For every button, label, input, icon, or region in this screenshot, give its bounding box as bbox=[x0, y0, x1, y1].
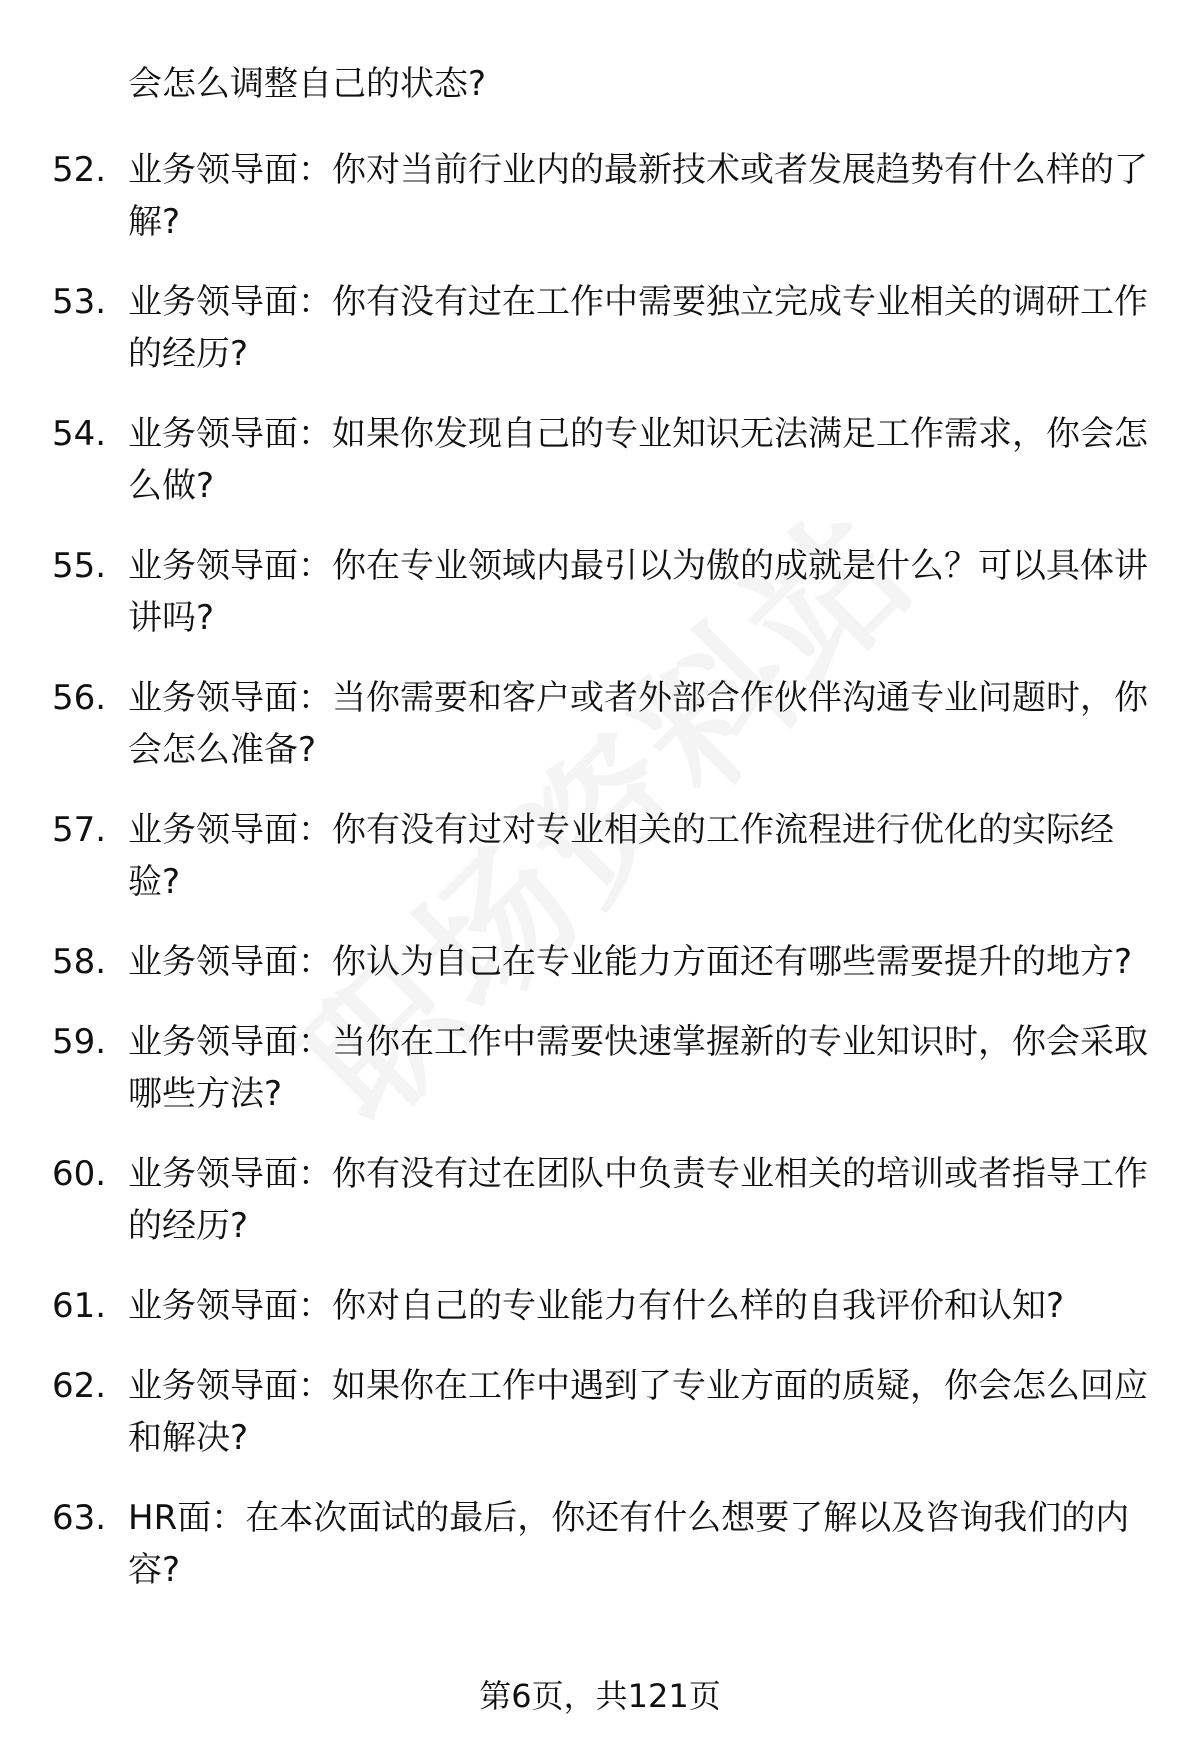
question-number: 59. bbox=[52, 1022, 107, 1062]
question-item bbox=[52, 1148, 1152, 1252]
question-text: 业务领导面：你认为自己在专业能力方面还有哪些需要提升的地方? bbox=[128, 942, 1133, 982]
question-number: 55. bbox=[52, 546, 107, 586]
question-text: 业务领导面：你对自己的专业能力有什么样的自我评价和认知? bbox=[128, 1286, 1065, 1326]
question-list bbox=[52, 144, 1152, 1624]
question-number: 52. bbox=[52, 150, 107, 190]
question-number: 57. bbox=[52, 810, 107, 850]
question-text: 业务领导面：你有没有过对专业相关的工作流程进行优化的实际经验? bbox=[128, 810, 1114, 902]
question-number: 54. bbox=[52, 414, 107, 454]
question-item bbox=[52, 540, 1152, 644]
question-number: 56. bbox=[52, 678, 107, 718]
question-number: 63. bbox=[52, 1498, 107, 1538]
question-text: 业务领导面：当你在工作中需要快速掌握新的专业知识时，你会采取哪些方法? bbox=[128, 1022, 1148, 1114]
question-text: HR面：在本次面试的最后，你还有什么想要了解以及咨询我们的内容? bbox=[128, 1498, 1130, 1590]
question-item bbox=[52, 276, 1152, 380]
question-text: 业务领导面：当你需要和客户或者外部合作伙伴沟通专业问题时，你会怎么准备? bbox=[128, 678, 1148, 770]
question-item bbox=[52, 144, 1152, 248]
question-number: 58. bbox=[52, 942, 107, 982]
question-item bbox=[52, 936, 1152, 988]
question-text: 业务领导面：如果你发现自己的专业知识无法满足工作需求，你会怎么做? bbox=[128, 414, 1148, 506]
question-item bbox=[52, 1492, 1152, 1596]
question-text: 业务领导面：你对当前行业内的最新技术或者发展趋势有什么样的了解? bbox=[128, 150, 1148, 242]
question-number: 53. bbox=[52, 282, 107, 322]
question-item bbox=[52, 1360, 1152, 1464]
question-number: 60. bbox=[52, 1154, 107, 1194]
question-item bbox=[52, 408, 1152, 512]
question-item bbox=[52, 672, 1152, 776]
page-footer: 第6页，共121页 bbox=[479, 1677, 721, 1715]
continuation-text: 会怎么调整自己的状态? bbox=[128, 64, 487, 104]
question-item bbox=[52, 1016, 1152, 1120]
question-item bbox=[52, 1280, 1152, 1332]
question-text: 业务领导面：你在专业领域内最引以为傲的成就是什么？可以具体讲讲吗? bbox=[128, 546, 1148, 638]
question-text: 业务领导面：你有没有过在工作中需要独立完成专业相关的调研工作的经历? bbox=[128, 282, 1148, 374]
question-text: 业务领导面：你有没有过在团队中负责专业相关的培训或者指导工作的经历? bbox=[128, 1154, 1148, 1246]
question-number: 62. bbox=[52, 1366, 107, 1406]
question-text: 业务领导面：如果你在工作中遇到了专业方面的质疑，你会怎么回应和解决? bbox=[128, 1366, 1148, 1458]
question-number: 61. bbox=[52, 1286, 107, 1326]
question-item bbox=[52, 804, 1152, 908]
